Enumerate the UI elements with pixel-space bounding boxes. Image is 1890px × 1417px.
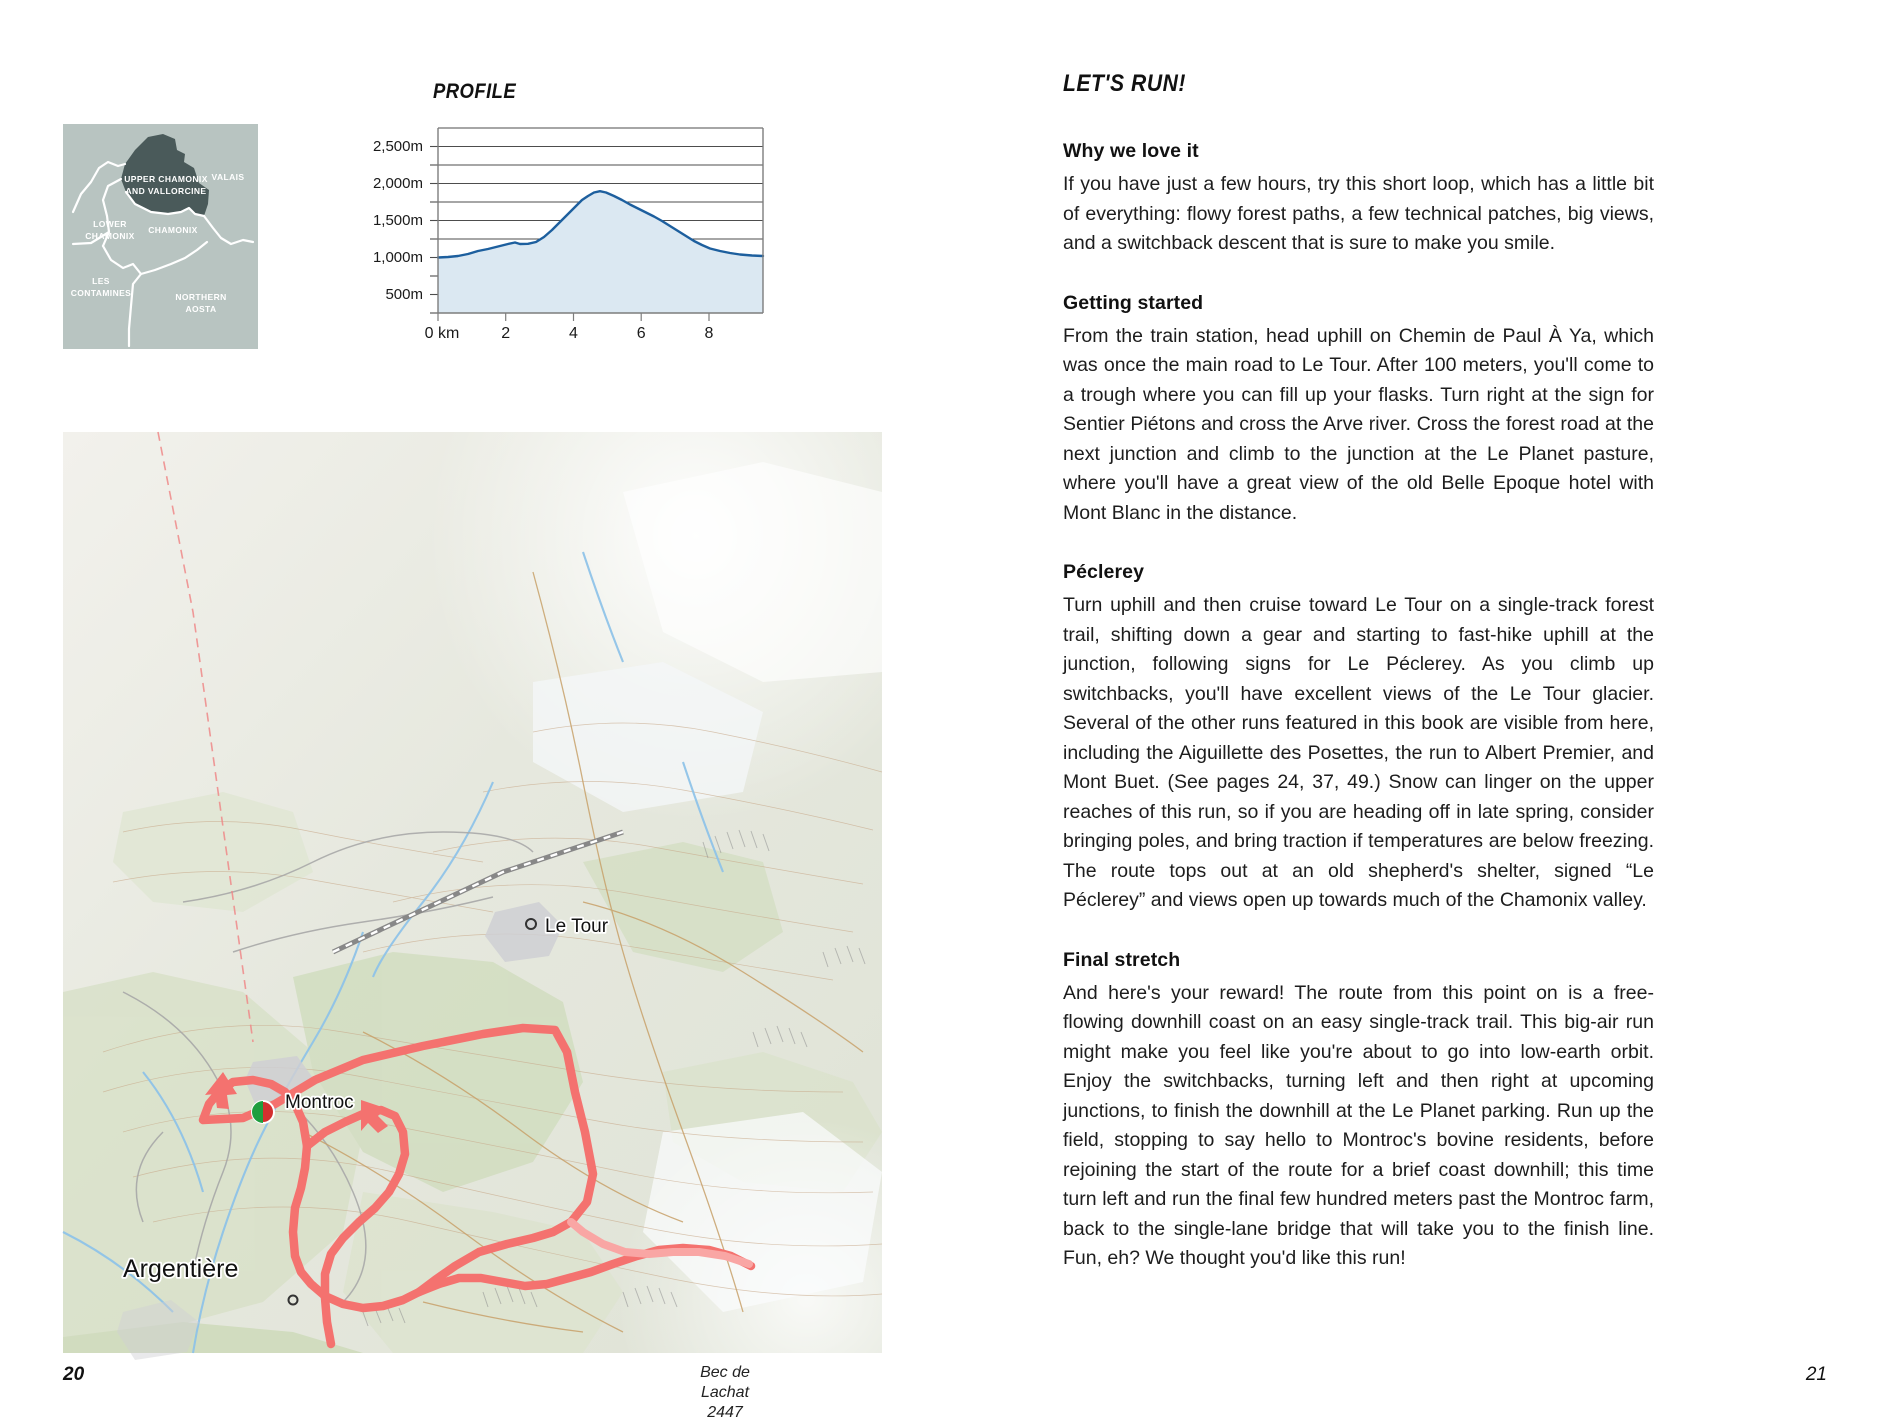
inset-label-les-contamines-2: CONTAMINES [70,288,132,298]
inset-label-northern-aosta: NORTHERN [175,292,227,302]
inset-label-chamonix: CHAMONIX [148,225,198,235]
route-start-marker [252,1101,274,1123]
inset-label-upper-chamonix: UPPER CHAMONIX [124,174,208,184]
inset-label-les-contamines: LES [92,276,110,286]
article-body [1063,140,1654,1274]
chart-xlabel-8: 8 [704,325,714,342]
region-inset-map [63,124,258,349]
section-heading-final-stretch: Final stretch [1063,948,1181,971]
section-heading-peclerey: Péclerey [1063,561,1145,583]
chart-area-fill [438,191,763,313]
chart-ylabel-500: 500m [385,286,423,303]
map-label-bec-de-lachat-line1: Bec de [700,1364,750,1381]
chart-xlabel-2: 2 [501,325,511,342]
chart-x-ticks [438,313,709,321]
chart-ylabel-2000: 2,000m [372,175,423,192]
elevation-profile-block [360,80,830,342]
right-page [945,0,1890,1417]
map-label-argentiere: Argentière [123,1255,239,1283]
page-number-right: 21 [1805,1364,1827,1385]
section-heading-getting-started: Getting started [1063,291,1204,314]
chart-xlabel-0: 0 km [424,325,460,342]
section-body-peclerey: Turn uphill and then cruise toward Le Tour on a single-track forest trail, shifting down a gear and starting to fast-hike uphill at the junction, following signs for Le Péclerey. As you climb up switchbacks, you'll have excellent views of the Le Tour glacier. Several of the other runs featured in this book are visible from here, including the Aiguillette des Posettes, the run to Albert Premier, and Mont Buet. (See pages 24, 37, 49.) Snow can linger on the upper reaches of this run, so if you are heading off in late spring, consider bringing poles, and bring traction if temperatures are below freezing. The route tops out at an old shepherd's shelter, signed “Le Péclerey” and views open up towards much of the Chamonix valley. [1063,594,1654,911]
section-body-why-we-love-it: If you have just a few hours, try this short loop, which has a little bit of everything: flowy forest paths, a few technical patches, big views, and a switchback descent that is sure to make you smile. [1063,173,1654,254]
inset-label-valais: VALAIS [211,172,245,182]
lets-run-heading: LET'S RUN! [1063,70,1186,97]
section-body-final-stretch: And here's your reward! The route from this point on is a free-flowing downhill coast on an easy single-track trail. This big-air run might make you feel like you're about to go into low-earth orbit. Enjoy the switchbacks, turning left and then right at upcoming junctions, to finish the downhill at the Le Planet parking. Run up the field, stopping to say hello to Montroc's bovine residents, before rejoining the start of the route for a brief coast downhill; this time turn left and run the final few hundred meters past the Montroc farm, back to the single-lane bridge that will take you to the finish line. Fun, eh? We thought you'd like this run! [1063,981,1654,1269]
chart-ylabel-2500: 2,500m [372,138,423,155]
profile-title: PROFILE [433,80,517,103]
inset-label-upper-chamonix-2: AND VALLORCINE [125,186,207,196]
section-heading-why-we-love-it: Why we love it [1063,140,1199,162]
map-label-montroc: Montroc [285,1092,354,1113]
inset-label-lower-chamonix-2: CHAMONIX [85,231,135,241]
map-label-bec-de-lachat-elevation: 2447 [707,1404,743,1417]
map-label-bec-de-lachat-line2: Lachat [700,1384,750,1401]
chart-xlabel-4: 4 [569,325,578,342]
chart-xlabel-6: 6 [636,325,646,342]
inset-label-lower-chamonix: LOWER [93,219,127,229]
profile-chart [360,118,790,343]
chart-ylabel-1500: 1,500m [372,212,423,229]
chart-y-ticks [430,147,438,314]
page-number-left: 20 [63,1364,85,1385]
section-body-getting-started: From the train station, head uphill on Chemin de Paul À Ya, which was once the main road to Le Tour. After 100 meters, you'll come to a trough where you can fill up your flasks. Turn right at the sign for Sentier Piétons and cross the Arve river. Cross the forest road at the next junction and climb to the junction at the Le Planet pasture, where you'll have a great view of the old Belle Epoque hotel with Mont Blanc in the distance. [1063,324,1654,524]
inset-label-northern-aosta-2: AOSTA [185,304,217,314]
map-label-le-tour: Le Tour [545,916,609,937]
chart-ylabel-1000: 1,000m [372,249,423,266]
